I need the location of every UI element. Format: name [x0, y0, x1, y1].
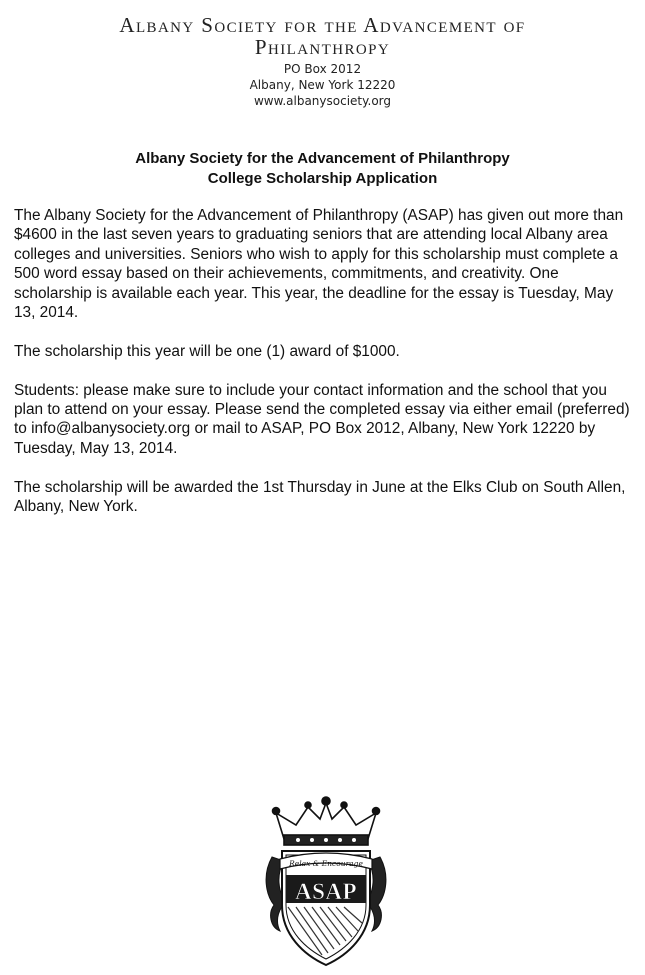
- po-box: PO Box 2012: [283, 62, 362, 76]
- website-link[interactable]: www.albanysociety.org: [253, 94, 392, 108]
- organization-name: Albany Society for the Advancement of Philanthropy: [119, 13, 526, 59]
- ribbon-banner: [280, 853, 372, 869]
- ribbon-motto: Relax & Encourage: [289, 859, 363, 868]
- crown-icon: [273, 797, 380, 845]
- city-state-zip: Albany, New York 12220: [249, 78, 396, 92]
- paragraph-overview: The Albany Society for the Advancement of Philanthropy (ASAP) has given out more than $4600 in the last seven years to graduating seniors that are attending local Albany area colleges and universities. Seniors who wish to apply for this scholarship must complete a 500 word essay based on their achievements, commitments, and creativity. One scholarship is available each year. This year, the deadline for the essay is Tuesday, May 13, 2014.: [14, 207, 624, 322]
- document-title: [0, 149, 645, 189]
- shield-icon: [282, 851, 370, 965]
- paragraph-instructions: Students: please make sure to include your contact information and the school that you plan to attend on your essay. Please send the completed essay via either email (preferred) to info@albanysociety.org or mail to ASAP, PO Box 2012, Albany, New York 12220 by Tuesday, May 13, 2014.: [14, 381, 630, 457]
- letterhead: [0, 14, 645, 109]
- asap-crest-logo: [262, 795, 390, 970]
- paragraph-ceremony: The scholarship will be awarded the 1st Thursday in June at the Elks Club on South Allen, Albany, New York.: [14, 478, 626, 516]
- document-body: [14, 206, 636, 536]
- crest-monogram: ASAP: [294, 879, 358, 904]
- title-line-organization: Albany Society for the Advancement of Philanthropy: [135, 150, 510, 167]
- paragraph-award: The scholarship this year will be one (1) award of $1000.: [14, 342, 400, 360]
- title-line-application: College Scholarship Application: [207, 170, 438, 187]
